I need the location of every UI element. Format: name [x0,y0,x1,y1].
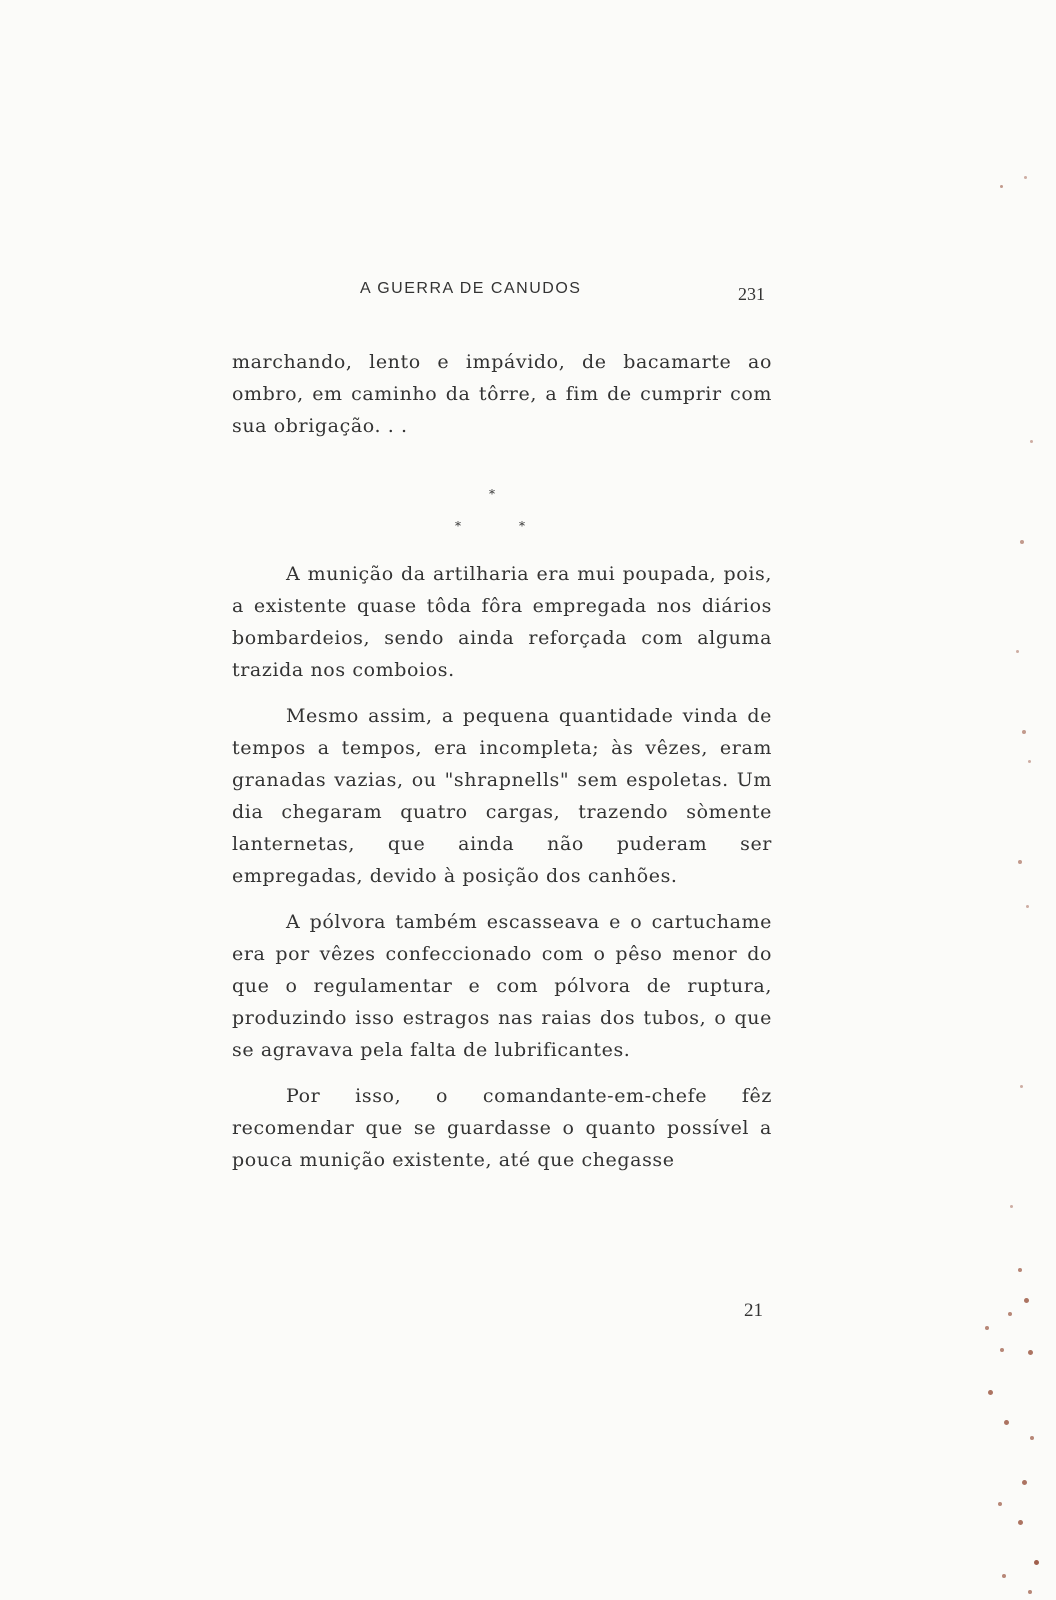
paragraph-gunpowder: A pólvora também escasseava e o cartuchame era por vêzes confeccionado com o pêso menor do que o regulamentar e com pólvora de ruptura, produzindo isso estragos nas raias dos tubos, o que se agravava pela falta de lubrificantes. [232,911,772,1061]
paragraph-shipments: Mesmo assim, a pequena quantidade vinda de tempos a tempos, era incompleta; às vêzes, eram granadas vazias, ou "shrapnells" sem espoletas. Um dia chegaram quatro cargas, trazendo sòmente lanternetas, que ainda não puderam ser empregadas, devido à posição dos canhões. [232,705,772,887]
signature-mark: 21 [744,1300,763,1321]
running-head-title: A GUERRA DE CANUDOS [360,280,582,297]
separator-star-top: * [489,487,496,501]
paragraph-commander-order: Por isso, o comandante-em-chefe fêz recomendar que se guardasse o quanto possível a pouca munição existente, até que chegasse [232,1085,772,1171]
separator-star-left: * [455,519,462,533]
separator-star-right: * [519,519,526,533]
paragraph-continuation: marchando, lento e impávido, de bacamarte ao ombro, em caminho da tôrre, a fim de cumprir com sua obrigação. . . [232,351,772,437]
page-number: 231 [738,284,765,304]
asterism-separator [232,458,772,556]
paragraph-ammunition: A munição da artilharia era mui poupada, pois, a existente quase tôda fôra empregada nos diários bombardeios, sendo ainda reforçada com alguma trazida nos comboios. [232,563,772,681]
text-block [232,346,772,1176]
